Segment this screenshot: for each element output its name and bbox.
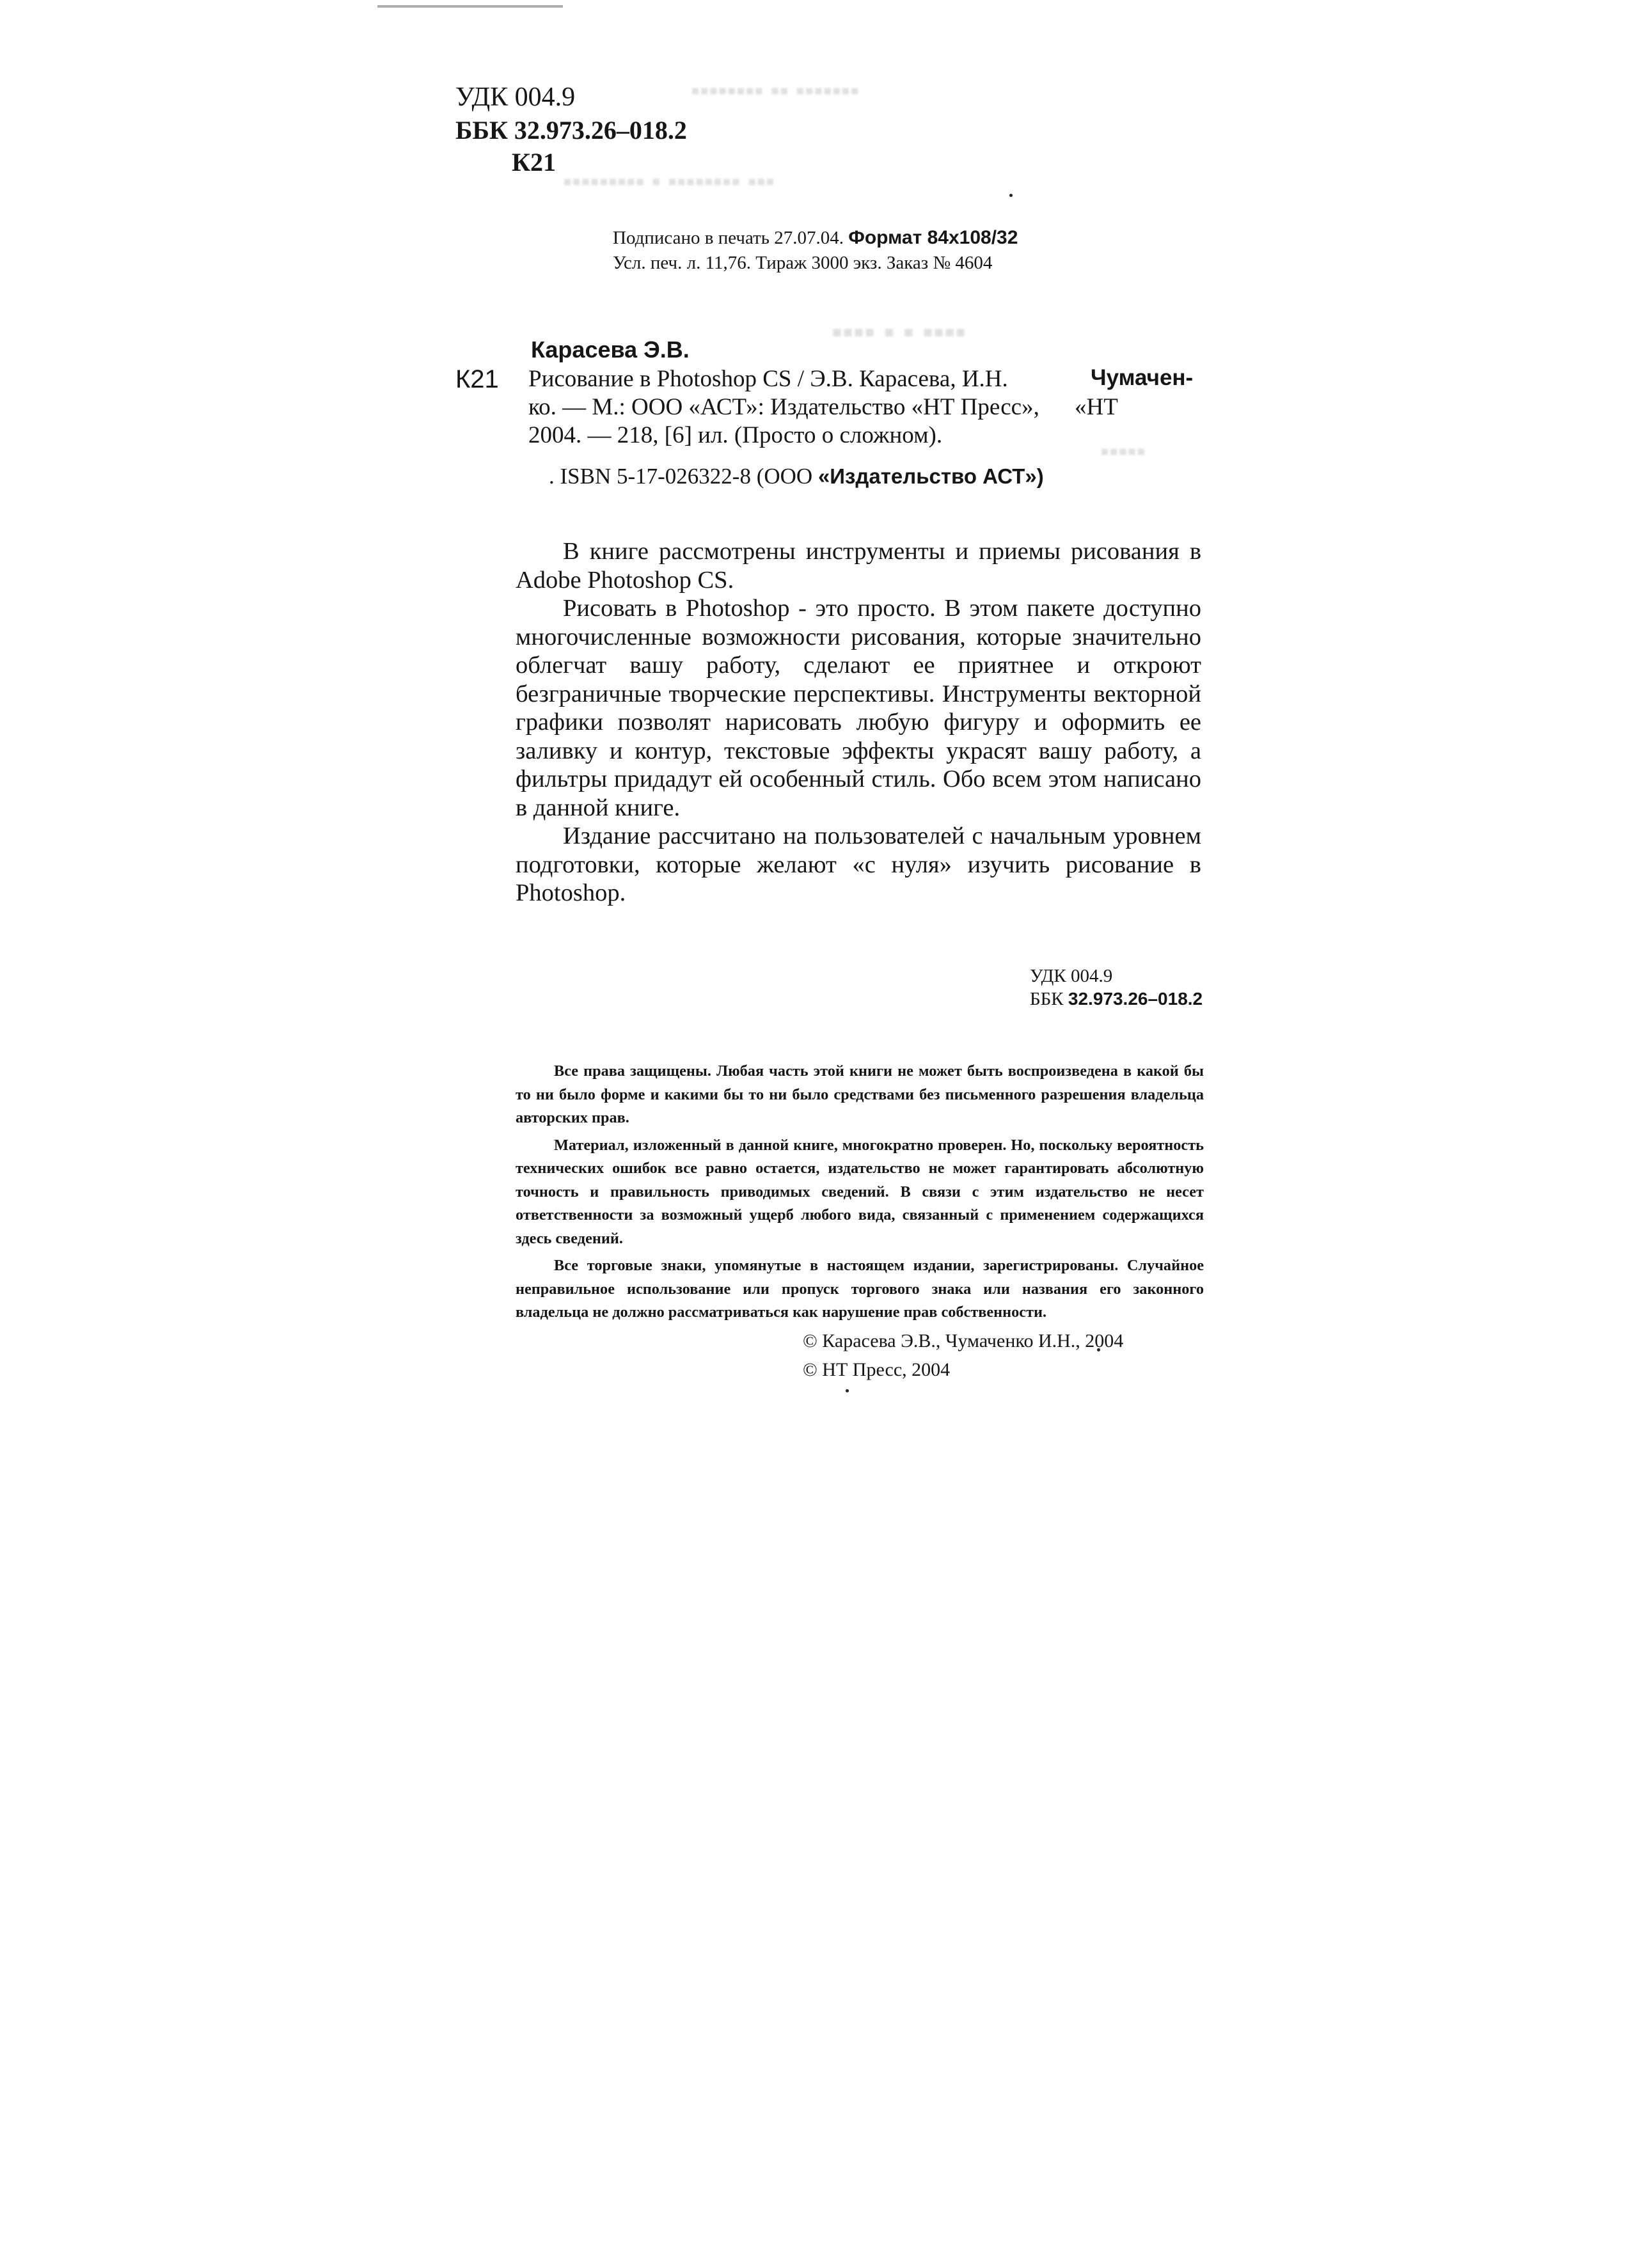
- bleed-through-text: ▪▪▪▪▪▪▪▪▪ ▪ ▪▪▪▪▪▪▪▪ ▪▪▪: [563, 168, 775, 196]
- annotation-paragraph-3: Издание рассчитано на пользователей с начальным уровнем подготовки, которые желают «с нуля» изучить рисование в Photoshop.: [516, 823, 1201, 906]
- scan-dust: [846, 1389, 849, 1392]
- annotation-paragraph-1: В книге рассмотрены инструменты и приемы рисования в Adobe Photoshop CS.: [516, 538, 1201, 594]
- annotation-block: [516, 537, 1201, 908]
- bib-line-2: ко. — М.: ООО «АСТ»: Издательство «НТ Пресс»,: [528, 394, 1039, 420]
- imprint-line-1: [613, 227, 1018, 249]
- scan-artifact-line: [377, 5, 563, 8]
- imprint-format: Формат 84х108/32: [848, 227, 1018, 248]
- bbk-code-bottom: [1030, 989, 1203, 1010]
- bbk-code: ББК 32.973.26–018.2: [455, 116, 687, 145]
- bleed-through-text: ▪▪▪▪▪▪▪▪ ▪▪ ▪▪▪▪▪▪▪: [691, 77, 860, 105]
- isbn-number: ISBN 5-17-026322-8 (ООО: [560, 464, 813, 489]
- annotation-paragraph-2: Рисовать в Photoshop - это просто. В этом пакете доступно многочисленные возможности рисования, которые значительно облегчат вашу работу, сделают ее приятнее и откроют безграничные творческие перспективы. Инструменты векторной графики позволят нарисовать любую фигуру и оформить ее заливку и контур, текстовые эффекты украсят вашу работу, а фильтры придадут ей особенный стиль. Обо всем этом написано в данной книге.: [516, 595, 1201, 821]
- udk-code-bottom: УДК 004.9: [1030, 966, 1113, 986]
- author-heading: Карасева Э.В.: [531, 336, 690, 363]
- rights-block: [516, 1060, 1204, 1328]
- side-author-mark: К21: [455, 365, 499, 393]
- bbk-prefix: ББК: [1030, 989, 1064, 1009]
- rights-paragraph-2: Материал, изложенный в данной книге, многократно проверен. Но, поскольку вероятность технических ошибок все равно остается, издательство не может гарантировать абсолютную точность и правильность приводимых сведений. В связи с этим издательство не несет ответственности за возможный ущерб любого вида, связанный с применением содержащихся здесь сведений.: [516, 1136, 1204, 1247]
- bleed-through-text: ▪▪▪▪▪: [1100, 437, 1146, 466]
- imprint-line-2: Усл. печ. л. 11,76. Тираж 3000 экз. Заказ № 4604: [613, 253, 993, 273]
- udk-code: УДК 004.9: [455, 83, 576, 112]
- isbn-line: . ISBN 5-17-026322-8 (ООО «Издательство АСТ»): [549, 464, 1044, 489]
- imprint-signed: Подписано в печать 27.07.04.: [613, 228, 844, 248]
- author-mark: К21: [512, 148, 556, 177]
- bib-line-1-end: Чумачен-: [1091, 365, 1194, 390]
- rights-paragraph-3: Все торговые знаки, упомянутые в настоящем издании, зарегистрированы. Случайное неправильное использование или пропуск торгового знака или названия его законного владельца не должно рассматриваться как нарушение прав собственности.: [516, 1257, 1204, 1321]
- bib-line-1: Рисование в Photoshop CS / Э.В. Карасева, И.Н.: [528, 366, 1008, 392]
- isbn-publisher: «Издательство АСТ»): [817, 464, 1044, 488]
- copyright-authors: © Карасева Э.В., Чумаченко И.Н., 2004: [803, 1330, 1124, 1351]
- copyright-publisher: © НТ Пресс, 2004: [803, 1359, 951, 1380]
- scan-dust: [1009, 194, 1013, 197]
- rights-paragraph-1: Все права защищены. Любая часть этой книги не может быть воспроизведена в какой бы то ни было форме и какими бы то ни было средствами без письменного разрешения владельца авторских прав.: [516, 1062, 1204, 1126]
- bbk-number: 32.973.26–018.2: [1068, 989, 1203, 1009]
- bleed-through-text: ▪▪▪▪ ▪ ▪ ▪▪▪▪: [832, 315, 967, 349]
- bib-line-3: 2004. — 218, [6] ил. (Просто о сложном).: [528, 422, 943, 448]
- bib-line-2-end: «НТ: [1075, 394, 1118, 420]
